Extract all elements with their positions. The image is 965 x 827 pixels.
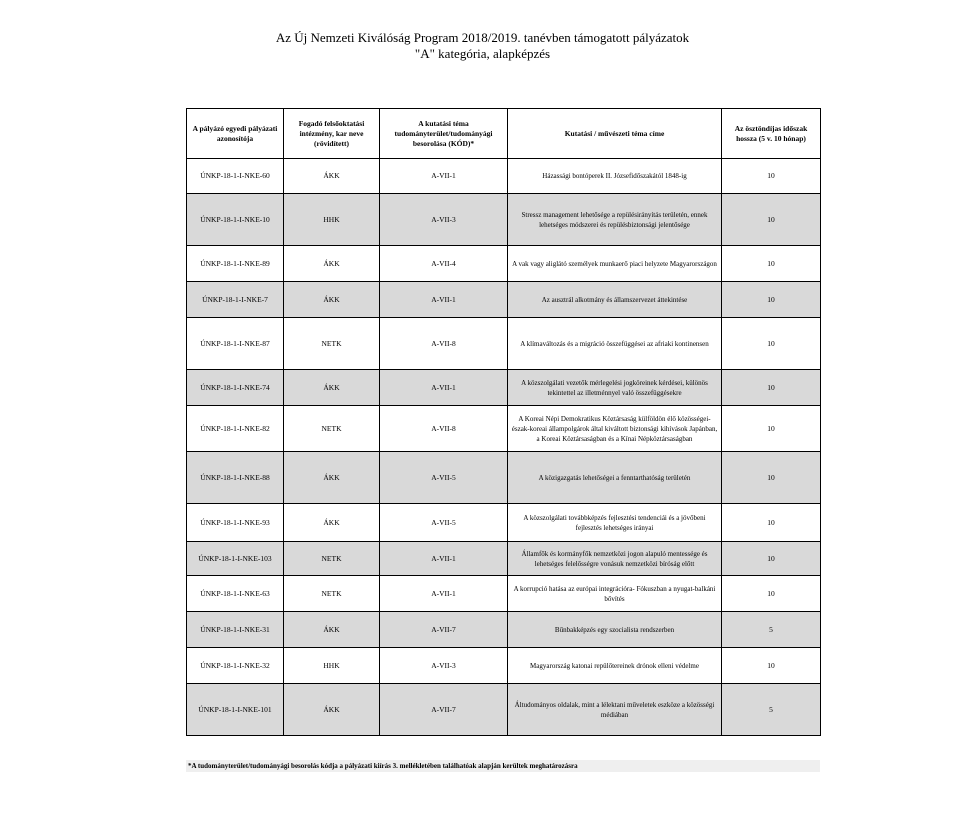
table-row [187,318,821,370]
row-institution: ÁKK [284,612,380,648]
table-row [187,684,821,736]
footnote: *A tudományterület/tudományági besorolás kódja a pályázati kiírás 3. mellékletében találhatóak alapján kerültek meghatározásra [186,760,820,772]
row-field-code: A-VII-3 [380,194,508,246]
row-institution: NETK [284,406,380,452]
header-applicant-id: A pályázó egyedi pályázati azonosítója [187,109,284,159]
row-applicant-id: ÚNKP-18-1-I-NKE-63 [187,576,284,612]
row-field-code: A-VII-1 [380,576,508,612]
row-duration: 10 [722,282,821,318]
row-field-code: A-VII-1 [380,282,508,318]
row-topic-title: A Koreai Népi Demokratikus Köztársaság külföldön élő közösségei- észak-koreai állampolgárok által kiváltott biztonsági kihívások Japánban, a Koreai Köztársaságban és a Kínai Népköztársaságban [508,406,722,452]
row-institution: ÁKK [284,246,380,282]
row-institution: HHK [284,648,380,684]
table-header-row [187,109,821,159]
row-topic-title: Házassági bontóperek II. Józsefidőszakától 1848-ig [508,159,722,194]
row-topic-title: A közszolgálati vezetők mérlegelési jogköreinek kérdései, különös tekintettel az illetménnyel való összefüggésekre [508,370,722,406]
row-field-code: A-VII-1 [380,370,508,406]
row-applicant-id: ÚNKP-18-1-I-NKE-101 [187,684,284,736]
row-field-code: A-VII-3 [380,648,508,684]
row-duration: 10 [722,246,821,282]
table-row [187,246,821,282]
row-field-code: A-VII-1 [380,159,508,194]
table-row [187,159,821,194]
row-duration: 10 [722,194,821,246]
row-field-code: A-VII-7 [380,684,508,736]
row-field-code: A-VII-5 [380,452,508,504]
row-duration: 10 [722,542,821,576]
table-row [187,370,821,406]
table-row [187,504,821,542]
row-duration: 10 [722,452,821,504]
row-institution: ÁKK [284,452,380,504]
row-field-code: A-VII-7 [380,612,508,648]
row-topic-title: A korrupció hatása az európai integrációra- Fókuszban a nyugat-balkáni bővítés [508,576,722,612]
row-field-code: A-VII-1 [380,542,508,576]
row-applicant-id: ÚNKP-18-1-I-NKE-31 [187,612,284,648]
row-applicant-id: ÚNKP-18-1-I-NKE-60 [187,159,284,194]
row-field-code: A-VII-4 [380,246,508,282]
table-row [187,282,821,318]
header-institution: Fogadó felsőoktatási intézmény, kar neve (rövidített) [284,109,380,159]
row-topic-title: A klímaváltozás és a migráció összefüggései az afriaki kontinensen [508,318,722,370]
row-duration: 10 [722,648,821,684]
row-field-code: A-VII-8 [380,318,508,370]
title-line-1: Az Új Nemzeti Kiválóság Program 2018/2019. tanévben támogatott pályázatok [275,30,690,45]
row-applicant-id: ÚNKP-18-1-I-NKE-82 [187,406,284,452]
row-applicant-id: ÚNKP-18-1-I-NKE-32 [187,648,284,684]
row-institution: ÁKK [284,370,380,406]
row-topic-title: Áltudományos oldalak, mint a lélektani műveletek eszköze a közösségi médiában [508,684,722,736]
row-applicant-id: ÚNKP-18-1-I-NKE-7 [187,282,284,318]
row-duration: 10 [722,159,821,194]
row-applicant-id: ÚNKP-18-1-I-NKE-87 [187,318,284,370]
table-row [187,576,821,612]
row-applicant-id: ÚNKP-18-1-I-NKE-103 [187,542,284,576]
row-duration: 5 [722,684,821,736]
row-institution: ÁKK [284,282,380,318]
table-row [187,612,821,648]
table-row [187,648,821,684]
row-applicant-id: ÚNKP-18-1-I-NKE-93 [187,504,284,542]
row-duration: 10 [722,370,821,406]
header-field-code: A kutatási téma tudományterület/tudományági besorolása (KÓD)* [380,109,508,159]
row-institution: ÁKK [284,684,380,736]
grants-table [186,108,821,736]
row-topic-title: Stressz management lehetősége a repülésirányítás területén, ennek lehetséges módszerei és repülésbiztonsági jelentősége [508,194,722,246]
row-institution: NETK [284,318,380,370]
row-applicant-id: ÚNKP-18-1-I-NKE-88 [187,452,284,504]
row-institution: HHK [284,194,380,246]
table-row [187,542,821,576]
row-topic-title: A közigazgatás lehetőségei a fenntarthatóság területén [508,452,722,504]
row-topic-title: Államfők és kormányfők nemzetközi jogon alapuló mentessége és lehetséges felelősségre vonásuk nemzetközi bíróság előtt [508,542,722,576]
row-duration: 10 [722,318,821,370]
row-institution: ÁKK [284,504,380,542]
row-field-code: A-VII-8 [380,406,508,452]
row-topic-title: A közszolgálati továbbképzés fejlesztési tendenciái és a jövőbeni fejlesztés lehetséges irányai [508,504,722,542]
row-institution: ÁKK [284,159,380,194]
row-field-code: A-VII-5 [380,504,508,542]
row-duration: 10 [722,406,821,452]
table-row [187,194,821,246]
row-applicant-id: ÚNKP-18-1-I-NKE-74 [187,370,284,406]
row-institution: NETK [284,542,380,576]
row-topic-title: Az ausztrál alkotmány és államszervezet áttekintése [508,282,722,318]
document-title [0,30,965,62]
header-duration: Az ösztöndíjas időszak hossza (5 v. 10 hónap) [722,109,821,159]
row-topic-title: Magyarország katonai repülőtereinek drónok elleni védelme [508,648,722,684]
row-duration: 10 [722,576,821,612]
table-row [187,406,821,452]
row-duration: 10 [722,504,821,542]
row-applicant-id: ÚNKP-18-1-I-NKE-89 [187,246,284,282]
title-line-2: "A" kategória, alapképzés [414,46,551,61]
header-topic-title: Kutatási / művészeti téma címe [508,109,722,159]
row-topic-title: Bűnbakképzés egy szocialista rendszerben [508,612,722,648]
table-row [187,452,821,504]
row-topic-title: A vak vagy aliglátó személyek munkaerő piaci helyzete Magyarországon [508,246,722,282]
row-applicant-id: ÚNKP-18-1-I-NKE-10 [187,194,284,246]
row-duration: 5 [722,612,821,648]
row-institution: NETK [284,576,380,612]
